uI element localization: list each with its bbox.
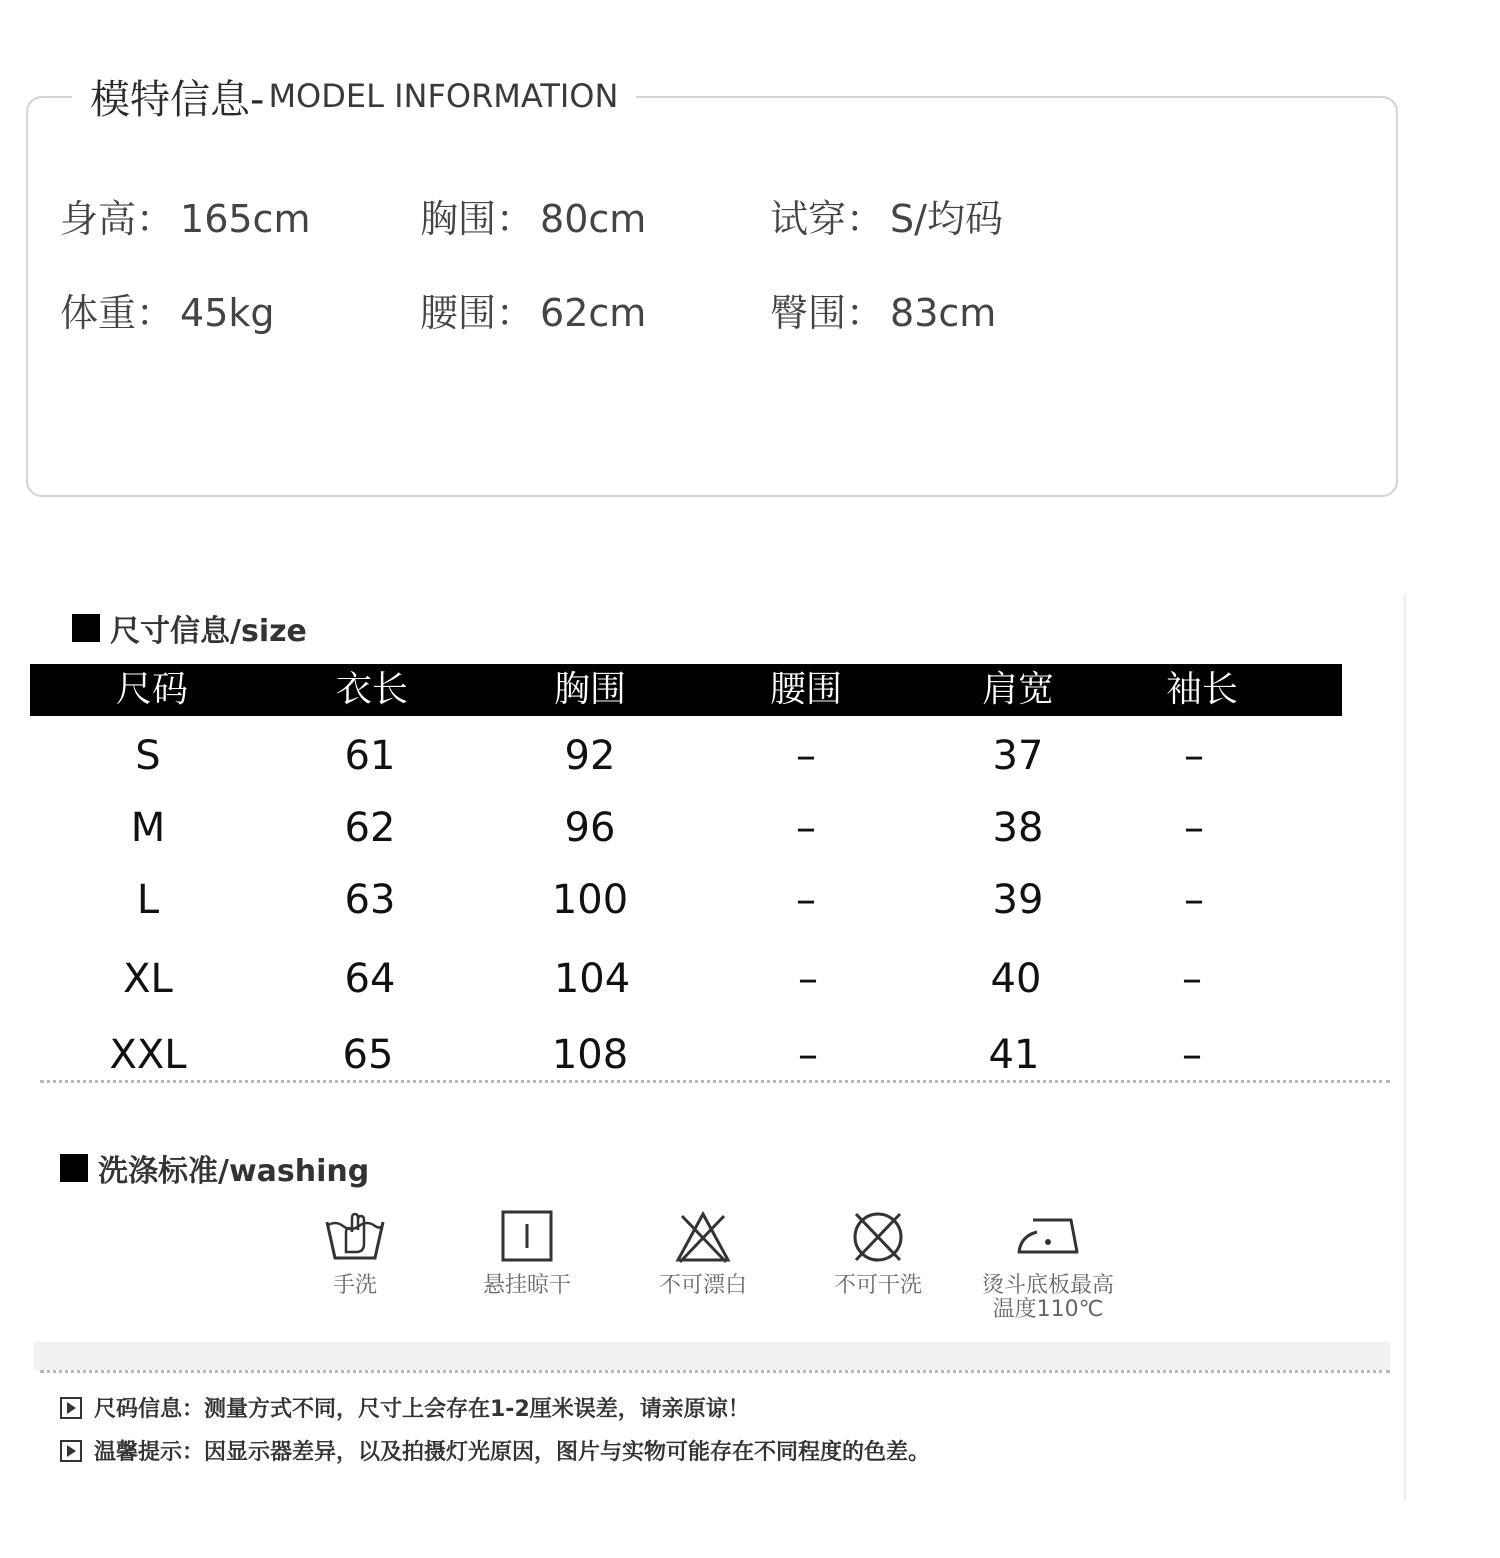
size-table-header xyxy=(30,664,1342,716)
size-col-bust: 胸围 xyxy=(553,669,627,710)
size-col-shoulder: 肩宽 xyxy=(981,669,1055,710)
model-weight xyxy=(60,282,275,337)
model-tried-size-label: 试穿： xyxy=(770,197,885,241)
heading-square-icon xyxy=(60,1154,88,1182)
model-hip-label: 臀围： xyxy=(770,291,885,335)
size-cell: – xyxy=(1184,733,1204,779)
size-section-heading xyxy=(72,606,307,650)
size-cell: 104 xyxy=(553,956,631,1002)
note-size-info xyxy=(60,1392,750,1423)
washing-section-heading-text: 洗涤标准/washing xyxy=(98,1154,370,1189)
size-cell: – xyxy=(796,877,816,923)
size-row-l xyxy=(30,870,1342,930)
wash-label-iron: 烫斗底板最高 温度110℃ xyxy=(981,1273,1114,1322)
size-cell: M xyxy=(130,805,166,851)
size-row-m xyxy=(30,798,1342,858)
play-icon xyxy=(60,1440,82,1462)
model-hip xyxy=(770,282,996,337)
size-cell: 96 xyxy=(564,805,616,851)
size-row-xxl xyxy=(30,1025,1342,1085)
size-cell: 65 xyxy=(342,1032,394,1078)
model-waist-label: 腰围： xyxy=(420,291,535,335)
model-waist xyxy=(420,282,646,337)
size-cell: – xyxy=(1184,877,1204,923)
play-icon xyxy=(60,1397,82,1419)
size-section-heading-text: 尺寸信息/size xyxy=(110,614,307,649)
size-cell: 62 xyxy=(344,805,396,851)
heading-square-icon xyxy=(72,614,100,642)
size-cell: 39 xyxy=(992,877,1044,923)
size-col-sleeve: 袖长 xyxy=(1165,669,1239,710)
size-cell: 108 xyxy=(551,1032,629,1078)
note-color-tip-text: 温馨提示：因显示器差异，以及拍摄灯光原因，图片与实物可能存在不同程度的色差。 xyxy=(94,1440,931,1465)
model-hip-value: 83cm xyxy=(890,291,997,335)
wash-item-hang-dry xyxy=(442,1206,612,1298)
size-cell: 41 xyxy=(988,1032,1040,1078)
size-cell: XXL xyxy=(109,1032,187,1078)
size-row-xl xyxy=(30,949,1342,1009)
wash-item-iron xyxy=(963,1206,1133,1322)
model-info-title xyxy=(72,66,636,126)
model-height-value: 165cm xyxy=(180,197,311,241)
size-cell: – xyxy=(796,733,816,779)
size-cell: XL xyxy=(123,956,173,1002)
model-tried-size xyxy=(770,188,1003,243)
wash-item-hand-wash xyxy=(270,1206,440,1298)
hand-wash-icon xyxy=(322,1206,388,1266)
size-cell: 37 xyxy=(992,733,1044,779)
wash-label-hand-wash: 手洗 xyxy=(332,1273,377,1298)
size-row-s xyxy=(30,726,1342,786)
size-cell: – xyxy=(1182,1032,1202,1078)
size-col-length: 衣长 xyxy=(335,669,409,710)
dotted-divider xyxy=(40,1370,1390,1373)
model-weight-label: 体重： xyxy=(60,291,175,335)
wash-label-hang-dry: 悬挂晾干 xyxy=(482,1273,571,1298)
washing-section-heading xyxy=(60,1146,369,1190)
size-col-waist: 腰围 xyxy=(769,669,843,710)
wash-label-no-dry-clean: 不可干洗 xyxy=(833,1273,922,1298)
size-cell: – xyxy=(796,805,816,851)
no-bleach-icon xyxy=(670,1206,736,1266)
model-info-title-en: MODEL INFORMATION xyxy=(268,77,619,115)
size-cell: 40 xyxy=(990,956,1042,1002)
separator-band xyxy=(34,1342,1390,1370)
model-bust-value: 80cm xyxy=(540,197,647,241)
wash-item-no-bleach xyxy=(618,1206,788,1298)
wash-label-no-bleach: 不可漂白 xyxy=(658,1273,747,1298)
model-weight-value: 45kg xyxy=(180,291,275,335)
size-cell: 38 xyxy=(992,805,1044,851)
model-tried-size-value: S/均码 xyxy=(890,197,1003,241)
model-height xyxy=(60,188,310,243)
size-cell: 92 xyxy=(564,733,616,779)
size-cell: 100 xyxy=(551,877,629,923)
size-cell: – xyxy=(1182,956,1202,1002)
size-cell: – xyxy=(1184,805,1204,851)
iron-icon xyxy=(1015,1206,1081,1266)
right-divider xyxy=(1404,594,1406,1500)
dotted-divider xyxy=(40,1080,1390,1083)
size-cell: – xyxy=(798,956,818,1002)
model-waist-value: 62cm xyxy=(540,291,647,335)
model-bust-label: 胸围： xyxy=(420,197,535,241)
size-cell: 64 xyxy=(344,956,396,1002)
wash-item-no-dry-clean xyxy=(793,1206,963,1298)
hang-dry-icon xyxy=(494,1206,560,1266)
size-col-size: 尺码 xyxy=(115,669,189,710)
model-info-title-zh: 模特信息- xyxy=(90,76,265,123)
size-cell: 61 xyxy=(344,733,396,779)
size-cell: S xyxy=(135,733,161,779)
note-color-tip xyxy=(60,1435,930,1466)
size-cell: – xyxy=(798,1032,818,1078)
size-cell: L xyxy=(136,877,160,923)
note-size-info-text: 尺码信息：测量方式不同，尺寸上会存在1-2厘米误差，请亲原谅！ xyxy=(94,1397,750,1422)
no-dry-clean-icon xyxy=(845,1206,911,1266)
size-cell: 63 xyxy=(344,877,396,923)
model-bust xyxy=(420,188,646,243)
model-height-label: 身高： xyxy=(60,197,175,241)
